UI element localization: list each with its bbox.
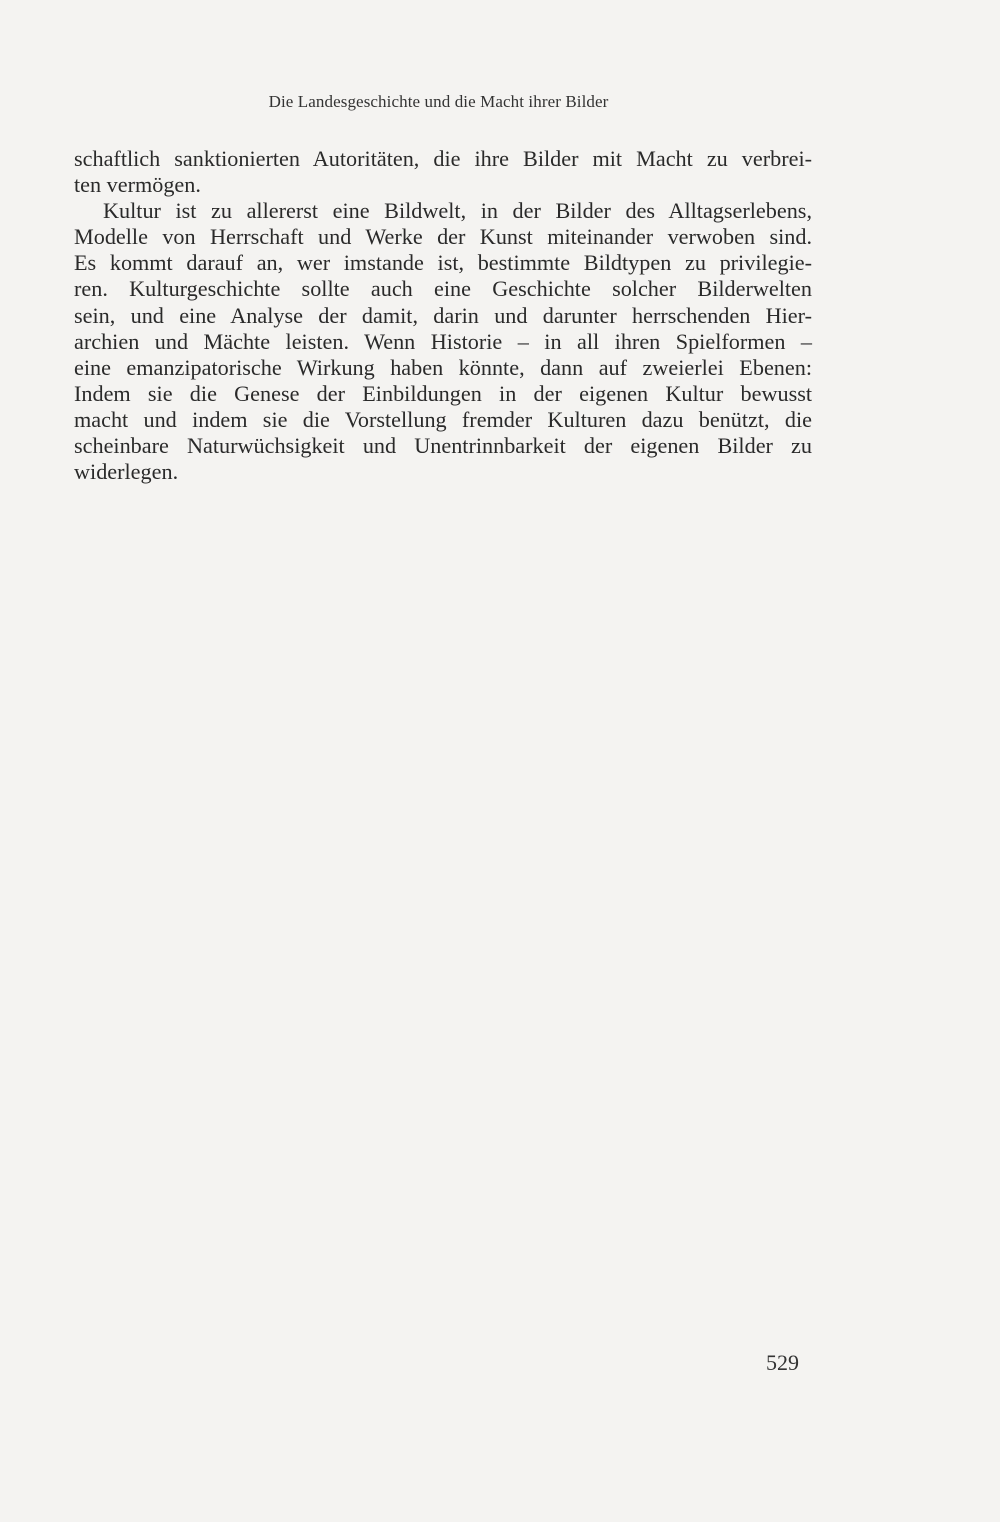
text-line: sein, und eine Analyse der damit, darin und darunter herrschenden Hier- — [74, 302, 812, 328]
text-line: Indem sie die Genese der Einbildungen in der eigenen Kultur bewusst — [74, 380, 812, 406]
text-line: macht und indem sie die Vorstellung fremder Kulturen dazu benützt, die — [74, 406, 812, 432]
text-line: widerlegen. — [74, 459, 179, 485]
paragraph-2 — [74, 198, 812, 485]
text-line: ten vermögen. — [74, 172, 201, 198]
text-line: ren. Kulturgeschichte sollte auch eine Geschichte solcher Bilderwelten — [74, 276, 812, 302]
text-line: archien und Mächte leisten. Wenn Historie – in all ihren Spielformen – — [74, 328, 812, 354]
text-line: eine emanzipatorische Wirkung haben könnte, dann auf zweierlei Ebenen: — [74, 354, 812, 380]
text-line: schaftlich sanktionierten Autoritäten, die ihre Bilder mit Macht zu verbrei- — [74, 146, 812, 171]
text-line: scheinbare Naturwüchsigkeit und Unentrinnbarkeit der eigenen Bilder zu — [74, 433, 812, 459]
running-head: Die Landesgeschichte und die Macht ihrer Bilder — [268, 92, 609, 111]
text-line: Es kommt darauf an, wer imstande ist, bestimmte Bildtypen zu privilegie- — [74, 250, 812, 276]
body-text — [74, 146, 812, 485]
text-line: Kultur ist zu allererst eine Bildwelt, in der Bilder des Alltagserlebens, — [103, 198, 812, 224]
page-number: 529 — [766, 1350, 799, 1375]
paragraph-1 — [74, 146, 812, 198]
text-line: Modelle von Herrschaft und Werke der Kunst miteinander verwoben sind. — [74, 224, 812, 250]
